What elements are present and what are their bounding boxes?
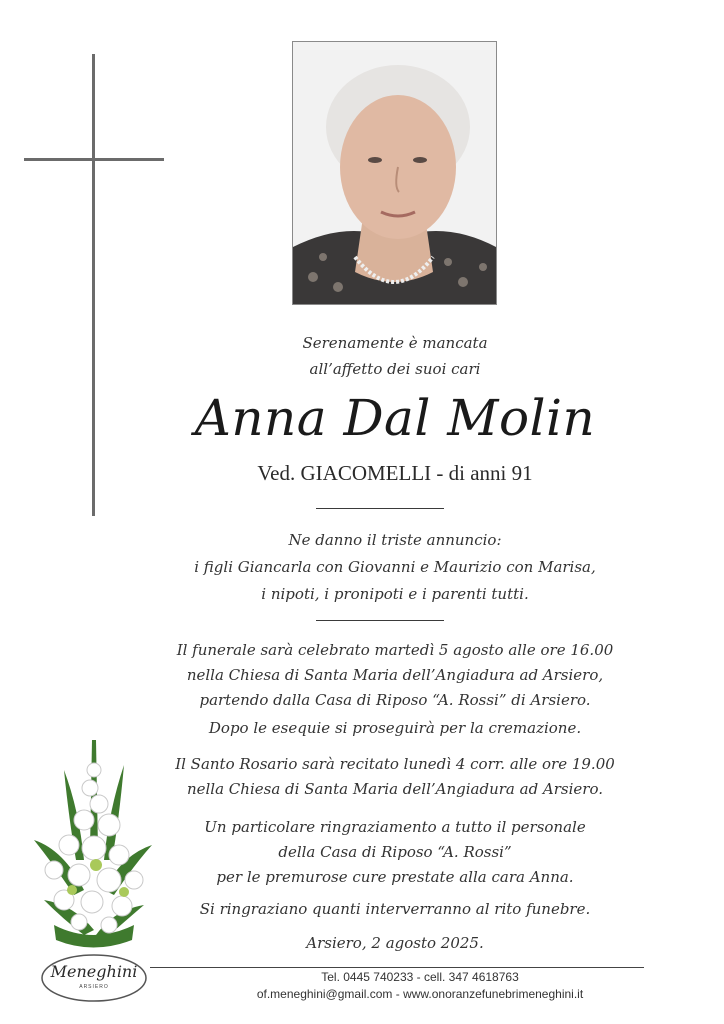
thanks-line: Un particolare ringraziamento a tutto il personale xyxy=(204,818,586,836)
footer-divider xyxy=(150,967,644,968)
thanks-line: della Casa di Riposo “A. Rossi” xyxy=(278,843,512,861)
announcement-line: i figli Giancarla con Giovanni e Maurizio con Marisa, xyxy=(194,558,596,576)
divider-middle xyxy=(316,620,444,621)
thanks-line: per le premurose cure prestate alla cara Anna. xyxy=(216,868,574,886)
logo-brand: Meneghini xyxy=(50,962,138,981)
portrait-photo xyxy=(292,41,497,305)
cross-horizontal-bar xyxy=(24,158,164,161)
deceased-name: Anna Dal Molin xyxy=(194,389,596,447)
rosary-line: Il Santo Rosario sarà recitato lunedì 4 corr. alle ore 19.00 xyxy=(175,755,615,773)
intro-text xyxy=(165,330,625,382)
cross-vertical-bar xyxy=(92,54,95,516)
deceased-subtitle: Ved. GIACOMELLI - di anni 91 xyxy=(257,461,533,485)
closing-text: Si ringraziano quanti interverranno al rito funebre. xyxy=(199,900,591,918)
logo-sub: ARSIERO xyxy=(79,984,109,990)
footer-phone: Tel. 0445 740233 - cell. 347 4618763 xyxy=(321,970,519,984)
footer-contacts: of.meneghini@gmail.com - www.onoranzefunebrimeneghini.it xyxy=(256,987,584,1001)
rosary-info xyxy=(165,752,625,802)
intro-line-1: Serenamente è mancata xyxy=(302,334,488,352)
announcement-line: i nipoti, i pronipoti e i parenti tutti. xyxy=(261,585,529,603)
funeral-line: Il funerale sarà celebrato martedì 5 agosto alle ore 16.00 xyxy=(176,641,614,659)
intro-line-2: all’affetto dei suoi cari xyxy=(309,360,481,378)
flower-bouquet-icon xyxy=(24,730,162,952)
announcement-line: Ne danno il triste annuncio: xyxy=(288,531,502,549)
divider-top xyxy=(316,508,444,509)
rosary-line: nella Chiesa di Santa Maria dell’Angiadura ad Arsiero. xyxy=(186,780,604,798)
thanks-info xyxy=(165,815,625,890)
funeral-line: nella Chiesa di Santa Maria dell’Angiadura ad Arsiero, xyxy=(186,666,604,684)
funeral-line: partendo dalla Casa di Riposo “A. Rossi” di Arsiero. xyxy=(199,691,591,709)
announcement xyxy=(165,527,625,608)
place-date: Arsiero, 2 agosto 2025. xyxy=(306,934,484,952)
cremation-info: Dopo le esequie si proseguirà per la cremazione. xyxy=(208,719,582,737)
funeral-info xyxy=(165,638,625,713)
